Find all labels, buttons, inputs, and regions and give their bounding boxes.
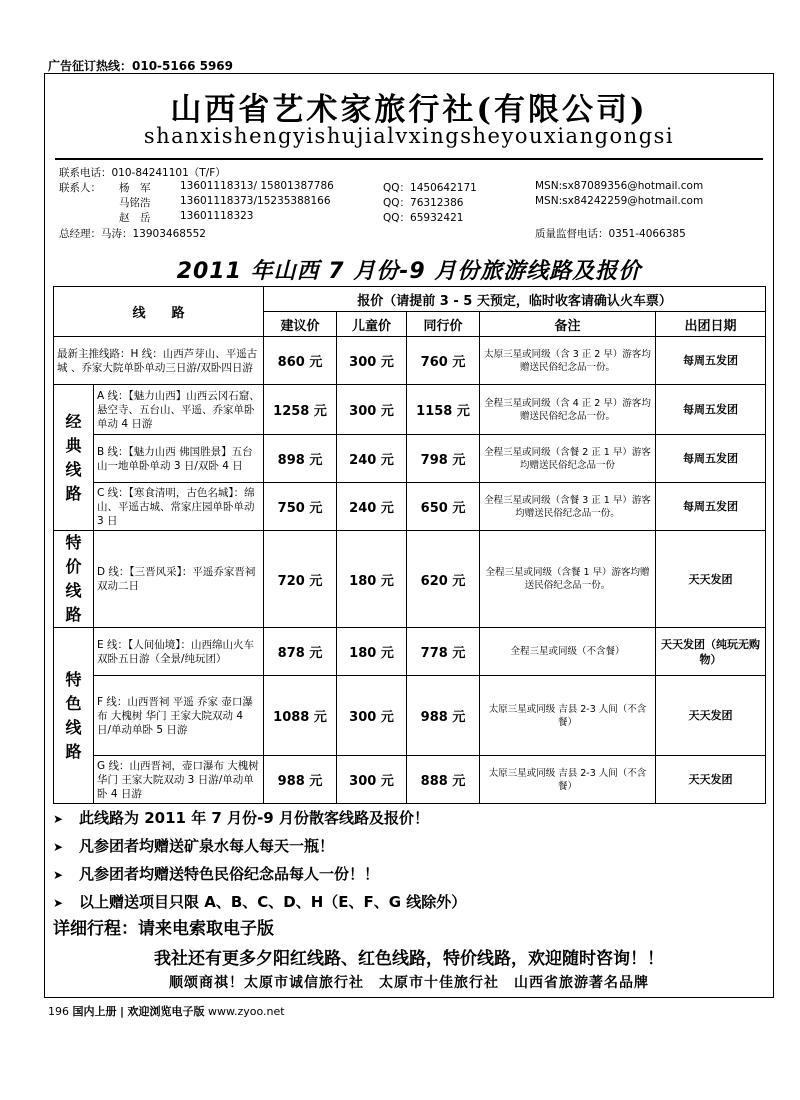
welcome-message: 我社还有更多夕阳红线路、红色线路，特价线路，欢迎随时咨询！！ xyxy=(154,949,664,969)
child-price: 240 元 xyxy=(337,483,407,531)
quality-hotline: 质量监督电话：0351-4066385 xyxy=(535,228,686,240)
contact-msn: MSN:sx87089356@hotmail.com xyxy=(535,180,704,192)
header-peer-price: 同行价 xyxy=(407,312,480,337)
peer-price: 620 元 xyxy=(407,531,480,628)
footer-url[interactable]: www.zyoo.net xyxy=(208,1005,285,1018)
route-note: 全程三星或同级（含餐 1 早）游客均赠送民俗纪念品一份。 xyxy=(480,531,656,628)
arrow-right-icon: ➤ xyxy=(53,868,64,882)
peer-price: 1158 元 xyxy=(407,385,480,435)
suggested-price: 1088 元 xyxy=(264,676,337,756)
page-number: 196 xyxy=(48,1005,69,1018)
child-price: 180 元 xyxy=(337,531,407,628)
suggested-price: 988 元 xyxy=(264,756,337,804)
route-note: 全程三星或同级（不含餐） xyxy=(480,628,656,676)
table-row xyxy=(54,628,766,676)
category-featured: 特色线路 xyxy=(54,628,94,804)
detail-itinerary: 详细行程：请来电索取电子版 xyxy=(53,919,274,939)
category-classic: 经典线路 xyxy=(54,385,94,531)
peer-price: 650 元 xyxy=(407,483,480,531)
header-route: 线 路 xyxy=(54,287,264,337)
contact-msn: MSN:sx84242259@hotmail.com xyxy=(535,195,704,207)
route-note: 太原三星或同级 吉县 2-3 人间（不含餐） xyxy=(480,676,656,756)
departure-schedule: 天天发团 xyxy=(656,676,766,756)
slogan: 顺颂商祺！太原市诚信旅行社 太原市十佳旅行社 山西省旅游著名品牌 xyxy=(169,975,649,991)
route-description: G 线：山西晋祠，壶口瀑布 大槐树 华门 王家大院双动 3 日游/单动单卧 4 日游 xyxy=(94,756,264,804)
contact-name: 马铭浩 xyxy=(119,197,151,209)
promo-bullet: ➤ 凡参团者均赠送矿泉水每人每天一瓶！ xyxy=(53,832,466,860)
route-description: 最新主推线路：H 线：山西芦芽山、平遥古城 、乔家大院单卧单动三日游/双卧四日游 xyxy=(54,337,264,385)
contact-mobile: 13601118323 xyxy=(180,210,254,222)
route-description: C 线：【寒食清明，古色名城】：绵山、平遥古城、常家庄园单卧单动 3 日 xyxy=(94,483,264,531)
departure-schedule: 每周五发团 xyxy=(656,337,766,385)
route-note: 全程三星或同级（含餐 2 正 1 早）游客均赠送民俗纪念品一份 xyxy=(480,435,656,483)
footer-text: 欢迎浏览电子版 xyxy=(127,1005,205,1018)
route-price-table xyxy=(53,286,766,804)
table-row xyxy=(54,435,766,483)
promo-bullet: ➤ 以上赠送项目只限 A、B、C、D、H（E、F、G 线除外） xyxy=(53,888,466,916)
table-row xyxy=(54,483,766,531)
contact-mobile: 13601118373/15235388166 xyxy=(180,195,331,207)
ad-frame xyxy=(44,73,774,998)
general-manager: 总经理：马涛：13903468552 xyxy=(59,228,206,240)
contact-person-label: 联系人： xyxy=(59,182,101,194)
suggested-price: 878 元 xyxy=(264,628,337,676)
table-row xyxy=(54,756,766,804)
company-pinyin: shanxishengyishujialvxingsheyouxiangongsi xyxy=(143,124,675,148)
header-departure: 出团日期 xyxy=(656,312,766,337)
page-footer xyxy=(48,1003,285,1019)
arrow-right-icon: ➤ xyxy=(53,896,64,910)
arrow-right-icon: ➤ xyxy=(53,840,64,854)
category-special-price: 特价线路 xyxy=(54,531,94,628)
suggested-price: 750 元 xyxy=(264,483,337,531)
route-description: A 线：【魅力山西】山西云冈石窟、悬空寺、五台山、平遥、乔家单卧单动 4 日游 xyxy=(94,385,264,435)
route-note: 太原三星或同级（含 3 正 2 早）游客均赠送民俗纪念品一份。 xyxy=(480,337,656,385)
child-price: 300 元 xyxy=(337,676,407,756)
suggested-price: 1258 元 xyxy=(264,385,337,435)
header-divider xyxy=(55,158,763,160)
header-suggested-price: 建议价 xyxy=(264,312,337,337)
departure-schedule: 每周五发团 xyxy=(656,435,766,483)
table-row xyxy=(54,676,766,756)
contact-qq: QQ：65932421 xyxy=(383,212,464,224)
suggested-price: 898 元 xyxy=(264,435,337,483)
departure-schedule: 天天发团 xyxy=(656,531,766,628)
departure-schedule: 天天发团 xyxy=(656,756,766,804)
route-description: D 线：【三晋风采】：平遥乔家晋祠双动二日 xyxy=(94,531,264,628)
departure-schedule: 天天发团（纯玩无购物） xyxy=(656,628,766,676)
peer-price: 760 元 xyxy=(407,337,480,385)
contact-qq: QQ：1450642171 xyxy=(383,182,477,194)
child-price: 180 元 xyxy=(337,628,407,676)
peer-price: 888 元 xyxy=(407,756,480,804)
child-price: 300 元 xyxy=(337,756,407,804)
contact-mobile: 13601118313/ 15801387786 xyxy=(180,180,334,192)
suggested-price: 860 元 xyxy=(264,337,337,385)
child-price: 300 元 xyxy=(337,385,407,435)
child-price: 240 元 xyxy=(337,435,407,483)
page-title: 2011 年山西 7 月份-9 月份旅游线路及报价 xyxy=(176,259,642,284)
company-name: 山西省艺术家旅行社(有限公司) xyxy=(170,92,648,128)
promo-bullet: ➤ 此线路为 2011 年 7 月份-9 月份散客线路及报价！ xyxy=(53,804,466,832)
header-price: 报价（请提前 3 - 5 天预定，临时收客请确认火车票） xyxy=(264,287,766,312)
route-description: B 线：【魅力山西 佛国胜景】五台山一地单卧单动 3 日/双卧 4 日 xyxy=(94,435,264,483)
ad-hotline: 广告征订热线：010-5166 5969 xyxy=(48,59,234,73)
contact-phone: 联系电话：010-84241101（T/F） xyxy=(59,167,226,179)
child-price: 300 元 xyxy=(337,337,407,385)
suggested-price: 720 元 xyxy=(264,531,337,628)
header-child-price: 儿童价 xyxy=(337,312,407,337)
route-note: 全程三星或同级（含 4 正 2 早）游客均赠送民俗纪念品一份。 xyxy=(480,385,656,435)
route-description: F 线：山西晋祠 平遥 乔家 壶口瀑布 大槐树 华门 王家大院双动 4 日/单动单卧 5 日游 xyxy=(94,676,264,756)
route-note: 太原三星或同级 吉县 2-3 人间（不含餐） xyxy=(480,756,656,804)
promo-bullets xyxy=(53,804,466,916)
peer-price: 988 元 xyxy=(407,676,480,756)
footer-separator: | xyxy=(120,1005,125,1018)
departure-schedule: 每周五发团 xyxy=(656,483,766,531)
contact-name: 杨 军 xyxy=(119,182,151,194)
peer-price: 798 元 xyxy=(407,435,480,483)
departure-schedule: 每周五发团 xyxy=(656,385,766,435)
contact-qq: QQ：76312386 xyxy=(383,197,464,209)
peer-price: 778 元 xyxy=(407,628,480,676)
arrow-right-icon: ➤ xyxy=(53,812,64,826)
route-note: 全程三星或同级（含餐 3 正 1 早）游客均赠送民俗纪念品一份。 xyxy=(480,483,656,531)
footer-section: 国内上册 xyxy=(72,1005,117,1018)
table-row xyxy=(54,337,766,385)
promo-bullet: ➤ 凡参团者均赠送特色民俗纪念品每人一份！！ xyxy=(53,860,466,888)
table-row xyxy=(54,385,766,435)
header-notes: 备注 xyxy=(480,312,656,337)
table-row xyxy=(54,531,766,628)
contact-name: 赵 岳 xyxy=(119,212,151,224)
route-description: E 线：【人间仙境】：山西绵山火车双卧五日游（全景/纯玩团） xyxy=(94,628,264,676)
